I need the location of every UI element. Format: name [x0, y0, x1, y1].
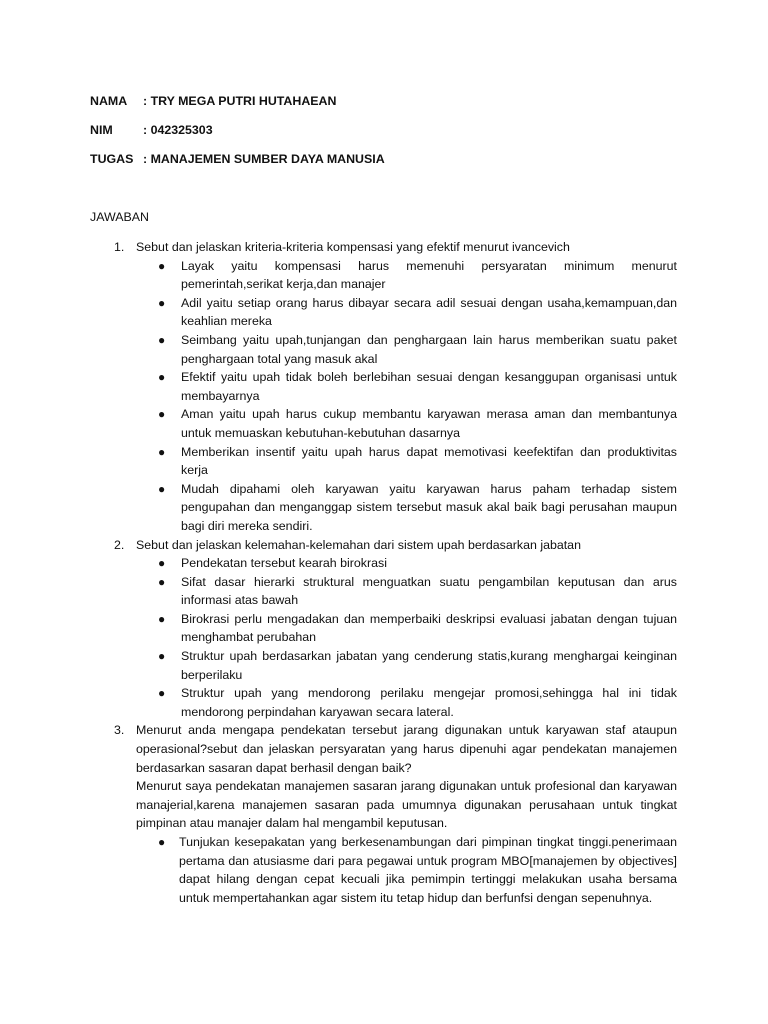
- list-item-text: Tunjukan kesepakatan yang berkesenambungan dari pimpinan tingkat tinggi.penerimaan pertama dan atusiasme dari para pegawai untuk program MBO[manajemen by objectives] dapat hilang dengan cepat kecuali jika pemimpin tertinggi melakukan usaha bersama untuk mempertahankan agar sistem itu tetap hidup dan berfunfsi dengan sepenuhnya.: [179, 835, 677, 905]
- list-item-text: Mudah dipahami oleh karyawan yaitu karyawan harus paham terhadap sistem pengupahan dan menganggap sistem tersebut masuk akal baik bagi perusahan maupun bagi diri mereka sendiri.: [181, 481, 677, 533]
- question-number: 2.: [114, 537, 125, 552]
- bullet-icon: ●: [158, 258, 166, 273]
- list-item-text: Aman yaitu upah harus cukup membantu karyawan merasa aman dan membantunya untuk memuaskan kebutuhan-kebutuhan dasarnya: [181, 407, 677, 440]
- tugas-value: : MANAJEMEN SUMBER DAYA MANUSIA: [143, 152, 385, 166]
- list-item: [136, 647, 677, 684]
- list-item-text: Adil yaitu setiap orang harus dibayar secara adil sesuai dengan usaha,kemampuan,dan keahlian mereka: [181, 295, 677, 329]
- list-item: [136, 684, 677, 721]
- bullet-icon: ●: [158, 611, 166, 626]
- header-tugas: [90, 152, 385, 166]
- bullet-icon: ●: [158, 407, 166, 422]
- header-nim: [90, 123, 213, 137]
- list-item-text: Pendekatan tersebut kearah birokrasi: [181, 556, 387, 571]
- question-1: [0, 238, 768, 536]
- bullet-icon: ●: [158, 574, 166, 589]
- nama-value: : TRY MEGA PUTRI HUTAHAEAN: [143, 94, 337, 108]
- list-item-text: Birokrasi perlu mengadakan dan memperbaiki deskripsi evaluasi jabatan dengan tujuan menghambat perubahan: [181, 611, 677, 645]
- list-item-text: Sifat dasar hierarki struktural menguatkan suatu pengambilan keputusan dan arus informasi atas bawah: [181, 574, 677, 608]
- bullet-list: [136, 833, 677, 907]
- bullet-list: [136, 554, 677, 721]
- bullet-icon: ●: [158, 481, 166, 496]
- list-item-text: Memberikan insentif yaitu upah harus dapat memotivasi keefektifan dan produktivitas kerja: [181, 444, 677, 478]
- list-item: [136, 554, 677, 573]
- list-item-text: Seimbang yaitu upah,tunjangan dan penghargaan lain harus memberikan suatu paket penghargaan total yang masuk akal: [181, 332, 677, 366]
- list-item: [136, 573, 677, 610]
- nim-value: : 042325303: [143, 123, 213, 137]
- nim-label: NIM: [90, 123, 113, 137]
- list-item: [136, 480, 677, 536]
- list-item: [136, 294, 677, 331]
- question-text: Sebut dan jelaskan kriteria-kriteria kompensasi yang efektif menurut ivancevich: [136, 240, 570, 254]
- list-item: [136, 833, 677, 907]
- bullet-icon: ●: [158, 649, 166, 664]
- jawaban-heading: JAWABAN: [90, 210, 149, 224]
- list-item: [136, 405, 677, 442]
- bullet-icon: ●: [158, 444, 166, 459]
- list-item-text: Struktur upah berdasarkan jabatan yang cenderung statis,kurang menghargai keinginan berperilaku: [181, 649, 677, 682]
- question-number: 1.: [114, 240, 125, 254]
- list-item: [136, 443, 677, 480]
- bullet-icon: ●: [158, 556, 166, 571]
- list-item: [136, 368, 677, 405]
- bullet-icon: ●: [158, 332, 166, 347]
- question-text: Menurut anda mengapa pendekatan tersebut jarang digunakan untuk karyawan staf ataupun operasional?sebut dan jelaskan persyaratan yang harus dipenuhi agar pendekatan manajemen berdasarkan sasaran dapat berhasil dengan baik?: [136, 723, 677, 775]
- nama-label: NAMA: [90, 94, 128, 108]
- bullet-icon: ●: [158, 295, 166, 310]
- header-nama: [90, 94, 336, 108]
- list-item: [136, 610, 677, 647]
- list-item: [136, 331, 677, 368]
- question-3: [0, 721, 768, 907]
- question-2: [0, 536, 768, 722]
- bullet-icon: ●: [158, 370, 166, 385]
- bullet-icon: ●: [158, 686, 166, 701]
- question-text: Sebut dan jelaskan kelemahan-kelemahan dari sistem upah berdasarkan jabatan: [136, 537, 581, 552]
- list-item: [136, 257, 677, 294]
- tugas-label: TUGAS: [90, 152, 134, 166]
- list-item-text: Efektif yaitu upah tidak boleh berlebihan sesuai dengan kesanggupan organisasi untuk membayarnya: [181, 370, 677, 403]
- bullet-icon: ●: [158, 835, 166, 849]
- answers-content: [0, 238, 768, 907]
- answer-text: Menurut saya pendekatan manajemen sasaran jarang digunakan untuk profesional dan karyawan manajerial,karena manajemen sasaran pada umumnya digunakan perusahaan untuk tingkat pimpinan atau manajer dalam hal mengambil keputusan.: [136, 779, 677, 831]
- bullet-list: [136, 257, 677, 536]
- list-item-text: Layak yaitu kompensasi harus memenuhi persyaratan minimum menurut pemerintah,serikat kerja,dan manajer: [181, 258, 677, 292]
- question-number: 3.: [114, 723, 125, 738]
- list-item-text: Struktur upah yang mendorong perilaku mengejar promosi,sehingga hal ini tidak mendorong perpindahan karyawan secara lateral.: [181, 686, 677, 719]
